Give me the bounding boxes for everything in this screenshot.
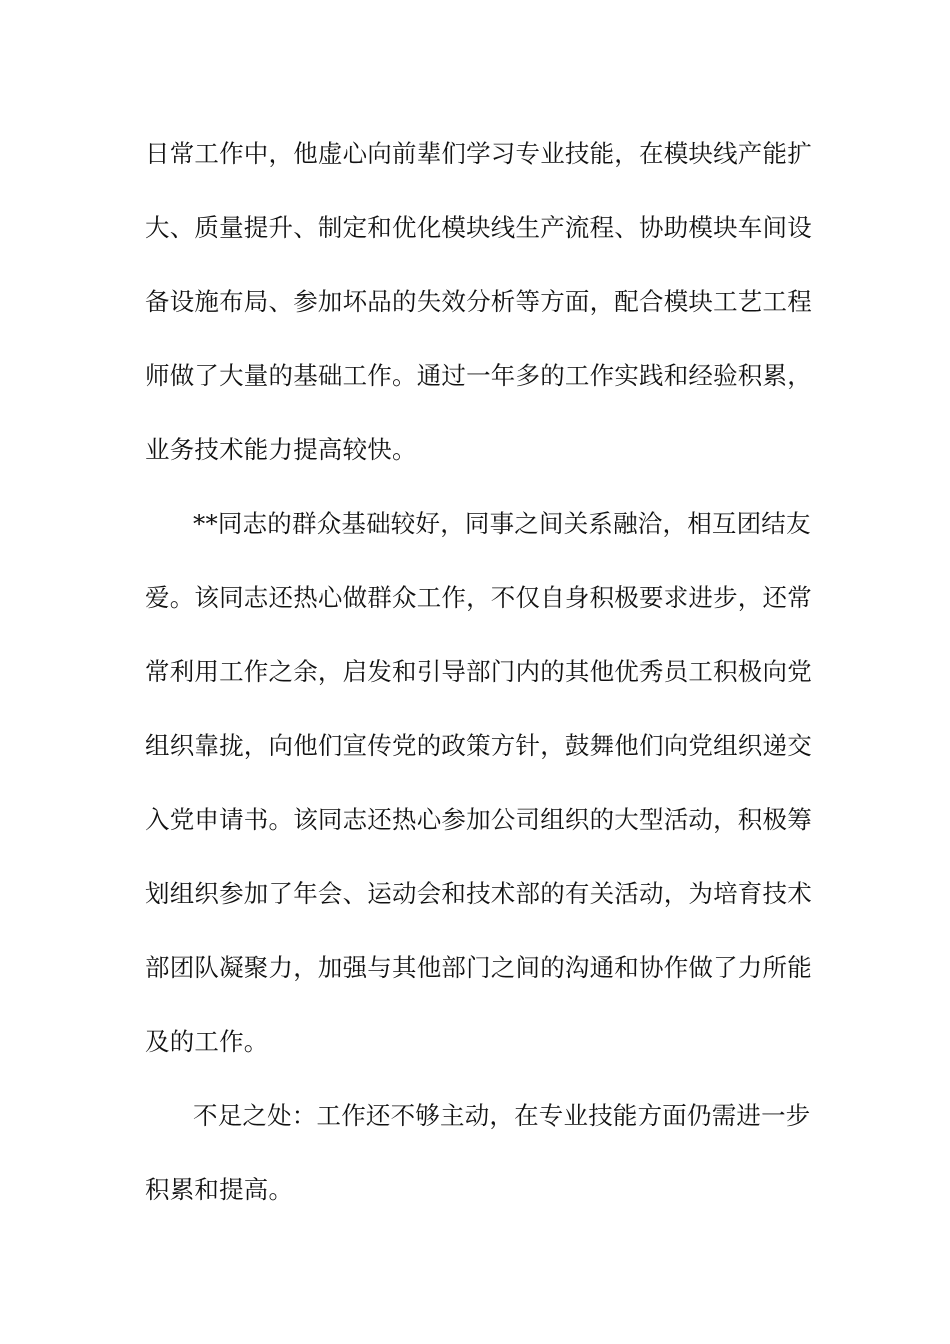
text-line: **同志的群众基础较好，同事之间关系融洽，相互团结友	[193, 509, 811, 538]
text-line: 部团队凝聚力，加强与其他部门之间的沟通和协作做了力所能	[145, 953, 812, 982]
text-line: 备设施布局、参加坏品的失效分析等方面，配合模块工艺工程	[145, 287, 812, 316]
text-line: 大、质量提升、制定和优化模块线生产流程、协助模块车间设	[145, 213, 812, 242]
text-line: 积累和提高。	[145, 1175, 294, 1204]
paragraph-work-skills	[145, 122, 810, 492]
text-line: 及的工作。	[145, 1027, 269, 1056]
text-line: 业务技术能力提高较快。	[145, 435, 417, 464]
text-line: 入党申请书。该同志还热心参加公司组织的大型活动，积极筹	[145, 805, 812, 834]
paragraph-mass-base	[145, 492, 810, 1084]
text-line: 日常工作中，他虚心向前辈们学习专业技能，在模块线产能扩	[145, 139, 812, 168]
text-line: 不足之处：工作还不够主动，在专业技能方面仍需进一步	[193, 1101, 811, 1130]
text-line: 爱。该同志还热心做群众工作，不仅自身积极要求进步，还常	[145, 583, 812, 612]
paragraph-shortcomings	[145, 1084, 810, 1232]
text-line: 组织靠拢，向他们宣传党的政策方针，鼓舞他们向党组织递交	[145, 731, 812, 760]
text-line: 常利用工作之余，启发和引导部门内的其他优秀员工积极向党	[145, 657, 812, 686]
text-line: 划组织参加了年会、运动会和技术部的有关活动，为培育技术	[145, 879, 812, 908]
text-line: 师做了大量的基础工作。通过一年多的工作实践和经验积累，	[145, 361, 812, 390]
document-body	[145, 122, 810, 1232]
